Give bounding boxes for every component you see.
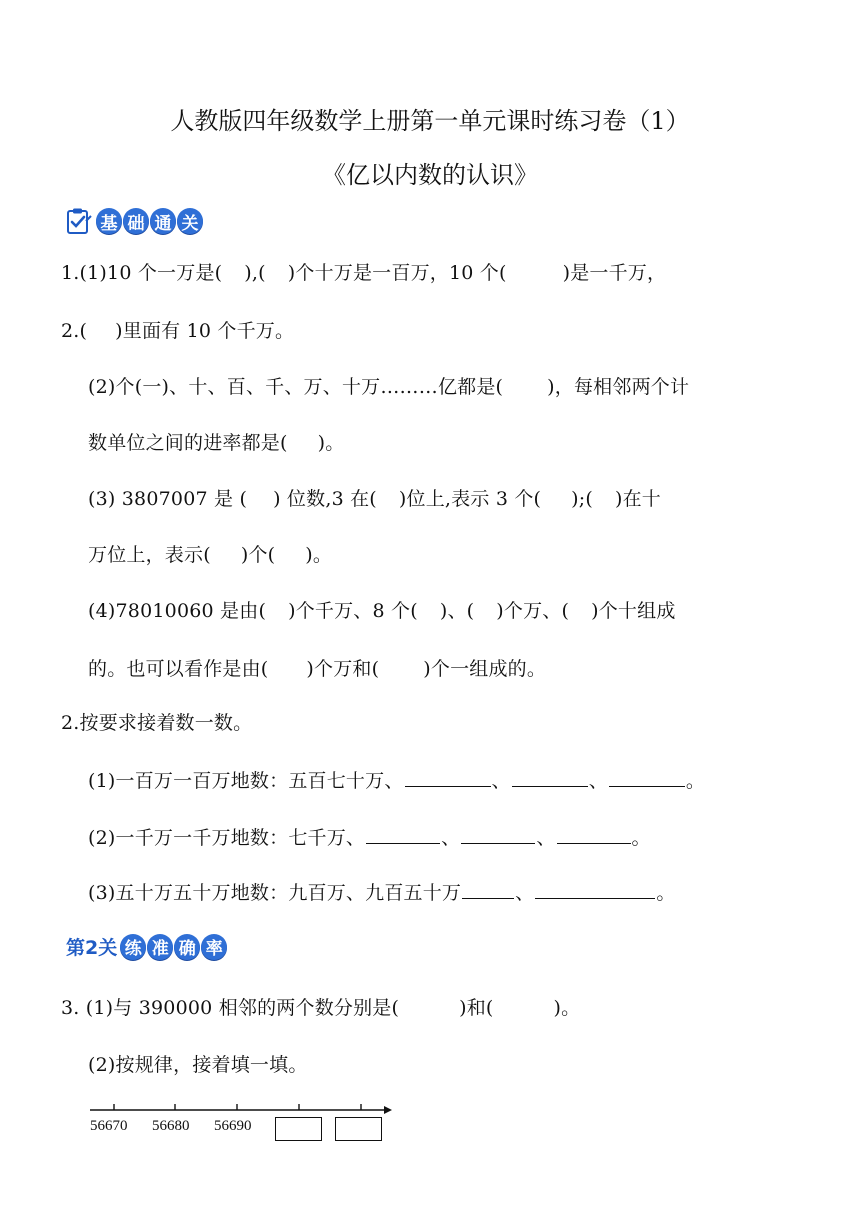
q1-line-6: 万位上，表示( )个( )。 — [88, 544, 333, 566]
number-line-label: 56670 — [90, 1118, 128, 1134]
answer-box[interactable] — [335, 1117, 382, 1141]
answer-box[interactable] — [275, 1117, 322, 1141]
number-line — [88, 1098, 398, 1148]
q1-line-2: 2.( )里面有 10 个千万。 — [61, 320, 295, 342]
q3-line-1: 3. (1)与 390000 相邻的两个数分别是( )和( )。 — [61, 997, 581, 1019]
number-line-label: 56690 — [214, 1118, 252, 1134]
badge-char: 关 — [177, 208, 203, 234]
q1-line-5: (3) 3807007 是 ( ) 位数,3 在( )位上,表示 3 个( );( )在十 — [88, 488, 661, 510]
answer-blank[interactable] — [535, 880, 655, 899]
checklist-icon — [66, 207, 92, 235]
answer-blank[interactable] — [366, 825, 440, 844]
badge-char: 率 — [201, 934, 227, 960]
answer-blank[interactable] — [557, 825, 631, 844]
page-title: 人教版四年级数学上册第一单元课时练习卷（1） — [170, 107, 690, 135]
q2-heading: 2.按要求接着数一数。 — [61, 712, 253, 734]
badge-char: 练 — [120, 934, 146, 960]
number-line-axis — [88, 1098, 398, 1116]
badge-char: 准 — [147, 934, 173, 960]
answer-blank[interactable] — [512, 768, 588, 787]
q3-line-2: (2)按规律，接着填一填。 — [88, 1054, 308, 1076]
page-subtitle: 《亿以内数的认识》 — [322, 161, 538, 189]
badge-char: 确 — [174, 934, 200, 960]
section-badge-basics — [66, 207, 204, 235]
q1-line-1: 1.(1)10 个一万是( ),( )个十万是一百万，10 个( )是一千万， — [61, 262, 667, 284]
q1-line-4: 数单位之间的进率都是( )。 — [88, 432, 345, 454]
q2-line-a: (1)一百万一百万地数：五百七十万、 、 、 。 — [88, 770, 706, 792]
section-badge-level2: 第2关 练 准 确 率 — [66, 933, 228, 960]
answer-blank[interactable] — [461, 825, 535, 844]
answer-blank[interactable] — [462, 880, 514, 899]
answer-blank[interactable] — [609, 768, 685, 787]
q2-line-b: (2)一千万一千万地数：七千万、 、 、 。 — [88, 827, 651, 849]
q1-line-7: (4)78010060 是由( )个千万、8 个( )、( )个万、( )个十组成 — [88, 600, 676, 622]
number-line-label: 56680 — [152, 1118, 190, 1134]
q1-line-3: (2)个(一)、十、百、千、万、十万………亿都是( )，每相邻两个计 — [88, 376, 690, 398]
q1-line-8: 的。也可以看作是由( )个万和( )个一组成的。 — [88, 658, 547, 680]
badge-char: 通 — [150, 208, 176, 234]
q2-line-c: (3)五十万五十万地数：九百万、九百五十万 、 。 — [88, 882, 676, 904]
badge-char: 基 — [96, 208, 122, 234]
badge-char: 础 — [123, 208, 149, 234]
answer-blank[interactable] — [405, 768, 491, 787]
